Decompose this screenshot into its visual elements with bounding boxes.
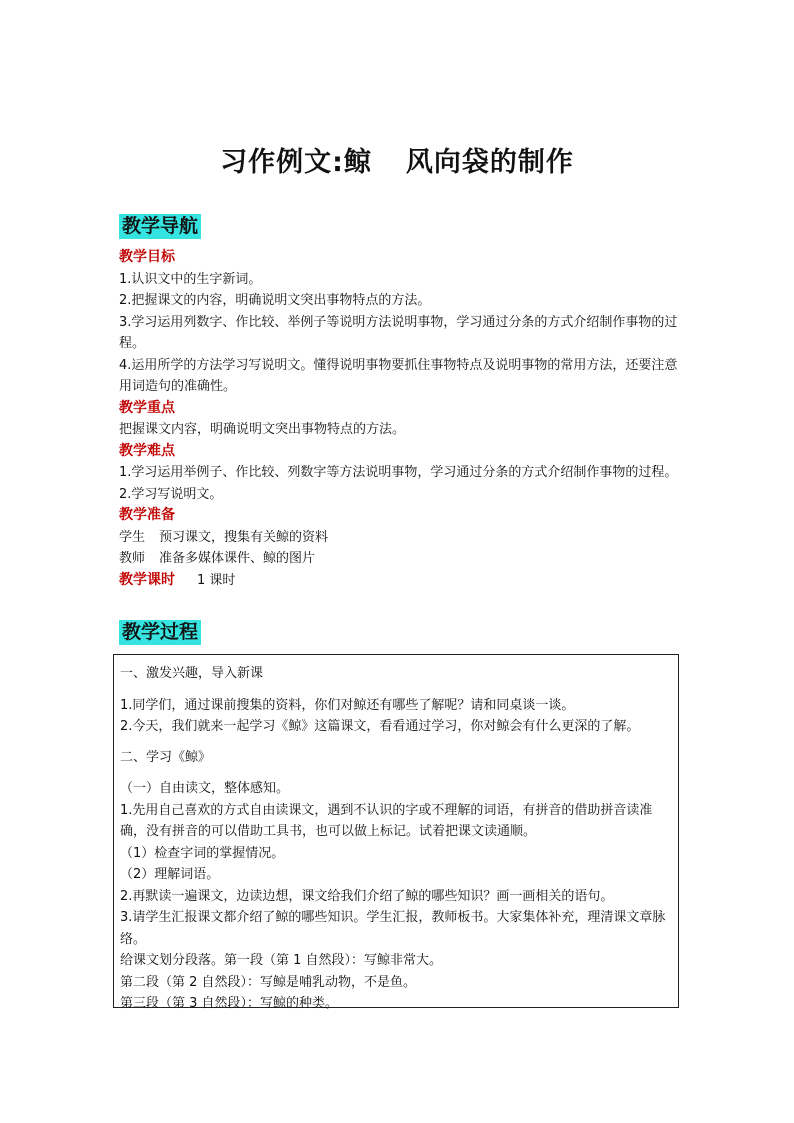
process-paragraph: 1.先用自己喜欢的方式自由读课文，遇到不认识的字或不理解的词语，有拼音的借助拼音读准确，没有拼音的可以借助工具书，也可以做上标记。试着把课文读通顺。 xyxy=(120,802,653,839)
preparation-student xyxy=(119,527,689,549)
teaching-info-section xyxy=(119,247,689,591)
teacher-label: 教师 xyxy=(119,551,146,566)
sub-heading: （一）自由读文，整体感知。 xyxy=(120,781,290,796)
process-paragraph: 1.同学们，通过课前搜集的资料，你们对鲸还有哪些了解呢？请和同桌谈一谈。 xyxy=(120,697,575,713)
objectives-heading: 教学目标 xyxy=(119,249,175,265)
objective-item: 2.把握课文的内容，明确说明文突出事物特点的方法。 xyxy=(119,293,431,308)
process-paragraph: 第二段（第 2 自然段）：写鲸是哺乳动物，不是鱼。 xyxy=(120,974,417,990)
objective-item: 4.运用所学的方法学习写说明文。懂得说明事物要抓住事物特点及说明事物的常用方法，还要注意用词造句的准确性。 xyxy=(119,357,678,394)
section-heading: 二、学习《鲸》 xyxy=(120,749,212,765)
preparation-teacher xyxy=(119,548,689,570)
key-points-text: 把握课文内容，明确说明文突出事物特点的方法。 xyxy=(119,422,406,437)
title-left: 习作例文:鲸 xyxy=(220,147,372,178)
hours-heading: 教学课时 xyxy=(119,571,175,588)
hours-row xyxy=(119,570,689,592)
process-paragraph: 给课文划分段落。第一段（第 1 自然段）：写鲸非常大。 xyxy=(120,953,443,968)
process-paragraph: （1）检查字词的掌握情况。 xyxy=(120,845,285,861)
title-right: 风向袋的制作 xyxy=(405,147,574,178)
hours-value: 1 课时 xyxy=(197,572,236,588)
teaching-process-box xyxy=(113,654,679,1011)
process-paragraph: 第三段（第 3 自然段）：写鲸的种类。 xyxy=(120,996,339,1011)
objective-item: 1.认识文中的生字新词。 xyxy=(119,271,262,287)
teaching-process-banner: 教学过程 xyxy=(119,620,201,645)
difficulty-item: 1.学习运用举例子、作比较、列数字等方法说明事物，学习通过分条的方式介绍制作事物的过程。 xyxy=(119,465,678,480)
document-title xyxy=(0,140,794,179)
process-paragraph: 2.今天，我们就来一起学习《鲸》这篇课文，看看通过学习，你对鲸会有什么更深的了解。 xyxy=(120,719,640,734)
teacher-text: 准备多媒体课件、鲸的图片 xyxy=(159,551,316,566)
preparation-heading: 教学准备 xyxy=(119,507,175,523)
student-label: 学生 xyxy=(119,529,146,545)
process-paragraph: （2）理解词语。 xyxy=(120,867,220,882)
student-text: 预习课文，搜集有关鲸的资料 xyxy=(159,529,329,545)
process-paragraph: 3.请学生汇报课文都介绍了鲸的哪些知识。学生汇报，教师板书。大家集体补充，理清课文章脉络。 xyxy=(120,910,666,947)
section-heading: 一、激发兴趣，导入新课 xyxy=(120,666,264,681)
teaching-navigation-banner: 教学导航 xyxy=(119,214,201,239)
process-paragraph: 2.再默读一遍课文，边读边想，课文给我们介绍了鲸的哪些知识？画一画相关的语句。 xyxy=(120,888,614,904)
key-points-heading: 教学重点 xyxy=(119,399,175,416)
difficulty-item: 2.学习写说明文。 xyxy=(119,486,223,502)
difficulties-heading: 教学难点 xyxy=(119,442,175,459)
objective-item: 3.学习运用列数字、作比较、举例子等说明方法说明事物，学习通过分条的方式介绍制作事物的过程。 xyxy=(119,314,678,351)
